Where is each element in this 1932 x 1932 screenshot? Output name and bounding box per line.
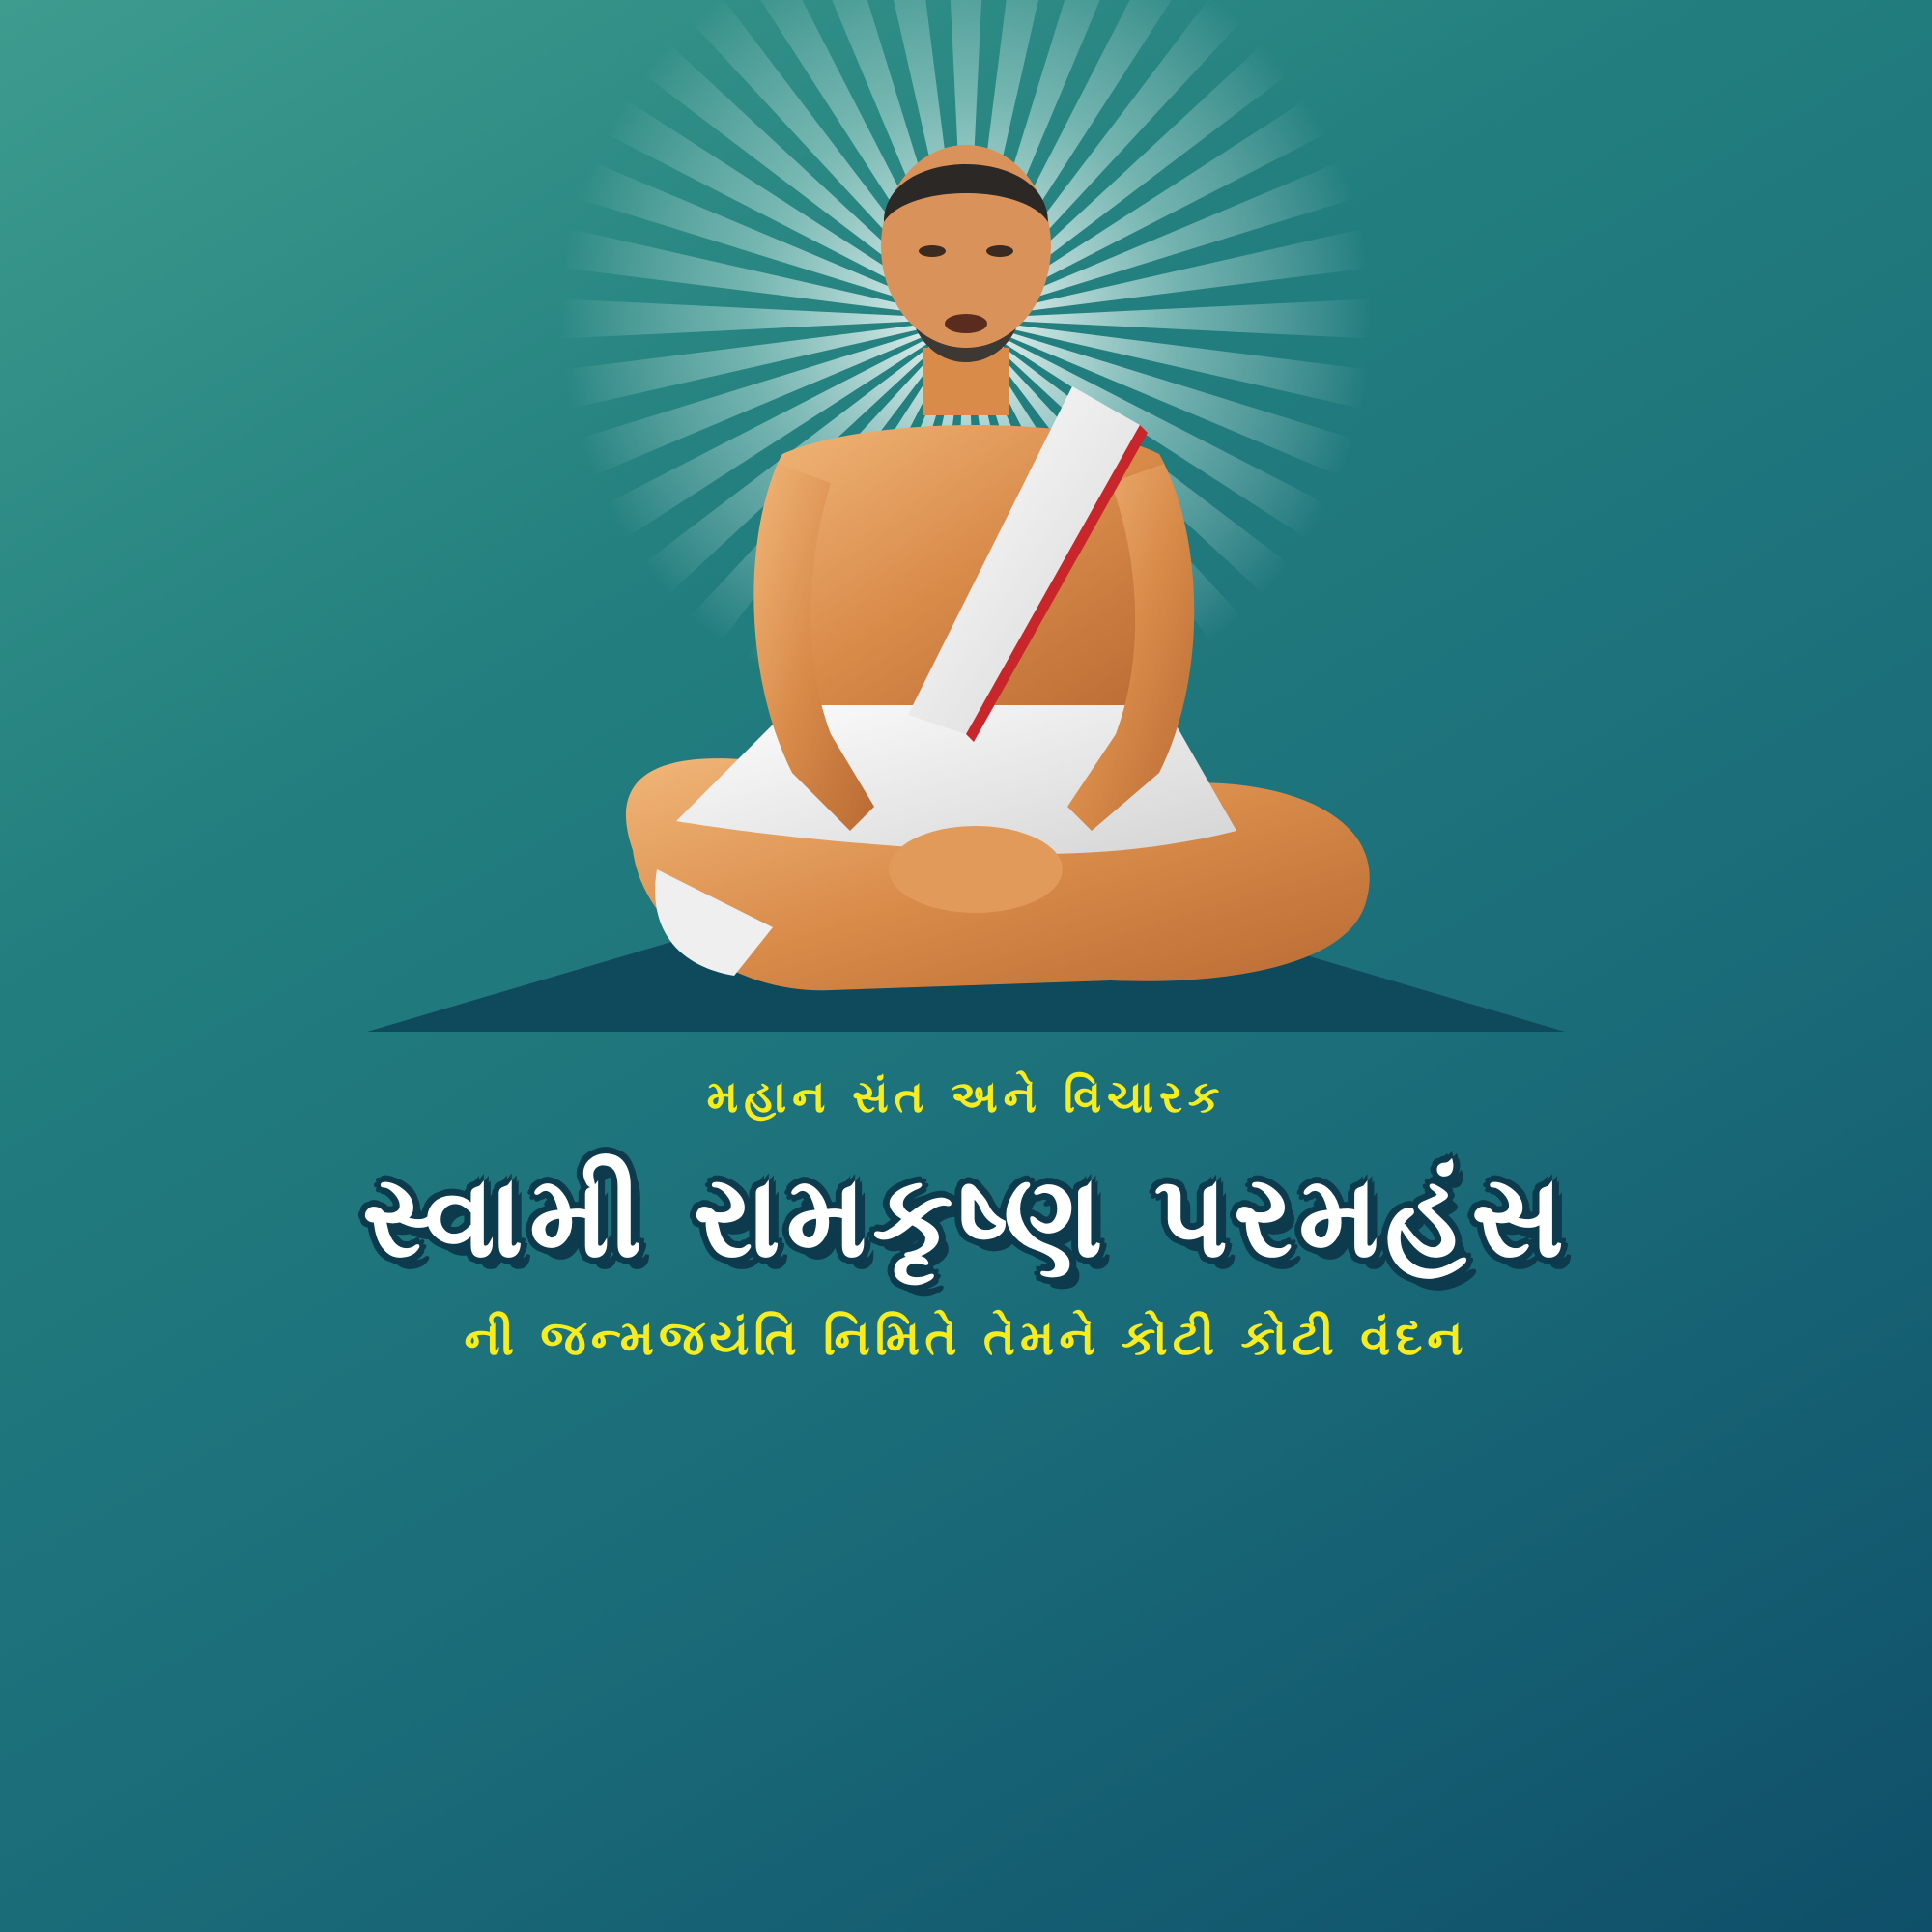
subtitle: ની જન્મજયંતિ નિમિતે તેમને કોટી કોટી વંદન [464,1310,1468,1366]
page-title: સ્વામી રામકૃષ્ણ પરમહંસ [362,1150,1570,1283]
tagline: મહાન સંત અને વિચારક [706,1070,1226,1122]
